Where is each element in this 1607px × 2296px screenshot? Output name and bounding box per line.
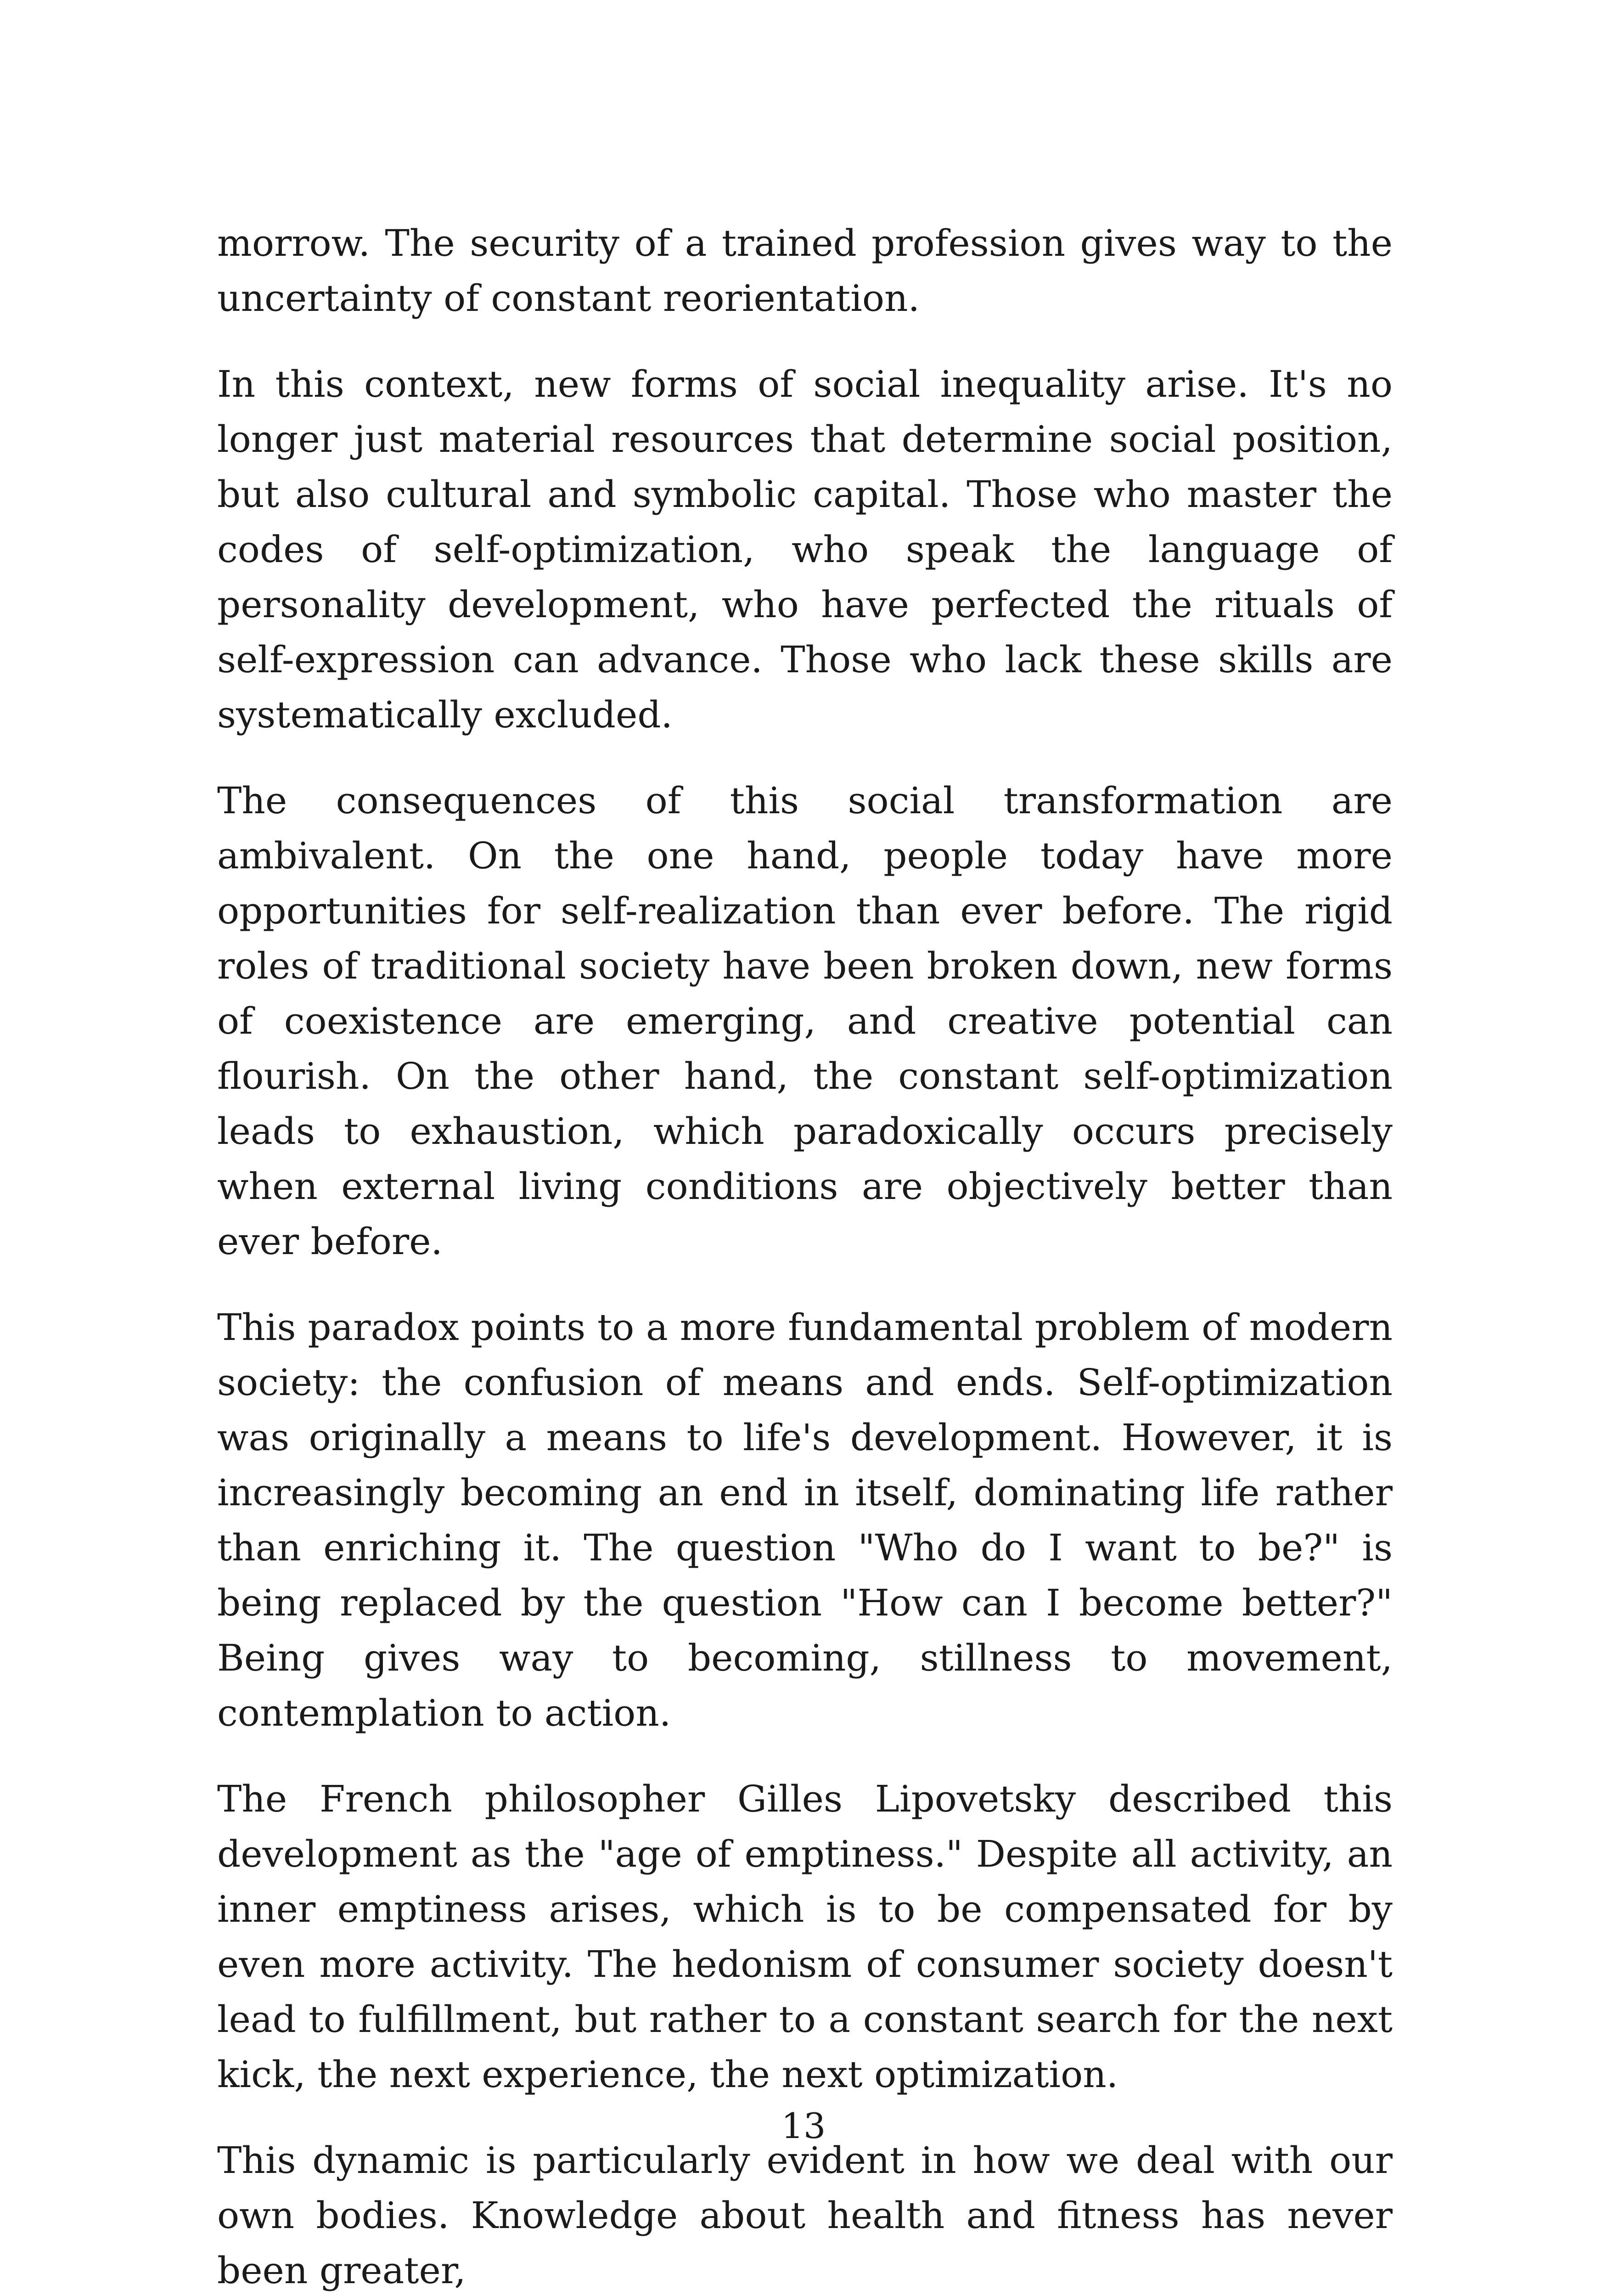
paragraph-2: In this context, new forms of social inequality arise. It's no longer just material resources that determine social position, but also cultural and symbolic capital. Those who master the codes of self-optimization, who speak the language of personality development, who have perfected the rituals of self-expression can advance. Those who lack these skills are systematically excluded. <box>217 363 1393 736</box>
paragraph-6: This dynamic is particularly evident in how we deal with our own bodies. Knowledge about health and fitness has never been greater, <box>217 2139 1393 2292</box>
paragraph-4: This paradox points to a more fundamental problem of modern society: the confusion of means and ends. Self-optimization was originally a means to life's development. However, it is increasingly becoming an end in itself, dominating life rather than enriching it. The question "Who do I want to be?" is being replaced by the question "How can I become better?" Being gives way to becoming, stillness to movement, contemplation to action. <box>217 1306 1393 1734</box>
paragraph-5: The French philosopher Gilles Lipovetsky described this development as the "age of emptiness." Despite all activity, an inner emptiness arises, which is to be compensated for by even more activity. The hedonism of consumer society doesn't lead to fulfillment, but rather to a constant search for the next kick, the next experience, the next optimization. <box>217 1778 1393 2096</box>
paragraph-1: morrow. The security of a trained profession gives way to the uncertainty of constant reorientation. <box>217 222 1393 320</box>
body-text <box>217 216 1393 2296</box>
page-number: 13 <box>781 2105 826 2146</box>
paragraph-3: The consequences of this social transformation are ambivalent. On the one hand, people today have more opportunities for self-realization than ever before. The rigid roles of traditional society have been broken down, new forms of coexistence are emerging, and creative potential can flourish. On the other hand, the constant self-optimization leads to exhaustion, which paradoxically occurs precisely when external living conditions are objectively better than ever before. <box>217 779 1393 1263</box>
